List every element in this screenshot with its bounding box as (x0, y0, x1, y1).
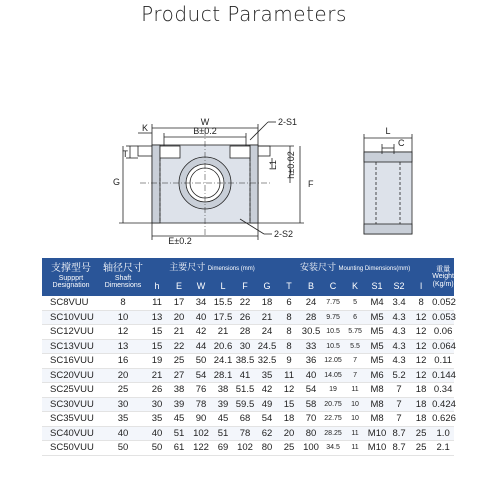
value-cell: 20.6 (213, 340, 233, 352)
value-cell: 11 (344, 441, 366, 456)
value-cell: 11 (344, 383, 366, 398)
value-cell: 27 (168, 368, 190, 383)
value-cell: 42 (190, 325, 212, 340)
value-cell: 14.05 (322, 368, 344, 383)
value-cell: 7 (344, 354, 366, 369)
value-cell: 10 (344, 412, 366, 427)
value-cell: 21 (256, 310, 278, 325)
column-header-g: G (256, 278, 278, 296)
value-cell: 8 (278, 310, 300, 325)
value-cell: M8 (366, 383, 388, 398)
model-cell: SC16VUU (42, 354, 100, 369)
value-cell: 0.626 (432, 413, 456, 425)
value-cell: 20.75 (322, 397, 344, 412)
value-cell: 80 (300, 426, 322, 441)
header-mounting-dimensions: 安装尺寸 Mounting Dimensions(mm) (278, 258, 432, 278)
value-cell: 19 (322, 383, 344, 398)
dim-c-label: C (398, 138, 405, 148)
value-cell: 28.25 (322, 426, 344, 441)
value-cell: 58 (300, 397, 322, 412)
table-row (42, 441, 454, 456)
value-cell: 18 (278, 412, 300, 427)
column-header-h: h (146, 278, 168, 296)
table-row (42, 368, 454, 383)
value-cell: 15 (146, 325, 168, 340)
value-cell: 49 (256, 397, 278, 412)
table-row (42, 383, 454, 398)
column-header-e: E (168, 278, 190, 296)
value-cell: M5 (366, 339, 388, 354)
value-cell: 24.1 (213, 355, 233, 367)
value-cell: 12 (278, 383, 300, 398)
side-view-body (364, 152, 412, 234)
value-cell: 62 (256, 426, 278, 441)
model-cell: SC30VUU (42, 397, 100, 412)
value-cell: 18 (410, 412, 432, 427)
dim-s1-label: 2-S1 (278, 117, 298, 127)
value-cell: 45 (168, 412, 190, 427)
header-model: 支撑型号 Suppprt Designation (42, 258, 100, 296)
value-cell: M8 (366, 412, 388, 427)
value-cell: 5.75 (344, 325, 366, 340)
value-cell: 100 (300, 441, 322, 456)
value-cell: 36 (300, 354, 322, 369)
value-cell: 76 (190, 383, 212, 398)
value-cell: 13 (146, 310, 168, 325)
dim-b-label: B±0.2 (193, 126, 217, 136)
value-cell: 78 (190, 397, 212, 412)
value-cell: 5 (344, 296, 366, 310)
value-cell: 50 (190, 354, 212, 369)
value-cell: 39 (168, 397, 190, 412)
value-cell: 45 (212, 412, 234, 427)
value-cell: 18 (256, 296, 278, 310)
dim-t-label: T (122, 149, 128, 159)
model-cell: SC8VUU (42, 296, 100, 310)
value-cell: 28 (300, 310, 322, 325)
column-header-l: L (212, 278, 234, 296)
value-cell: 54 (190, 368, 212, 383)
value-cell: 102 (190, 426, 212, 441)
table-row (42, 310, 454, 325)
value-cell: M8 (366, 397, 388, 412)
value-cell: 22 (234, 296, 256, 310)
value-cell: 0.144 (432, 369, 456, 381)
value-cell: 41 (234, 368, 256, 383)
column-header-s1: S1 (366, 278, 388, 296)
value-cell: 15 (278, 397, 300, 412)
value-cell: M5 (366, 325, 388, 340)
value-cell: 34 (190, 296, 212, 310)
table-row (42, 339, 454, 354)
value-cell: 54 (256, 412, 278, 427)
value-cell: 38 (168, 383, 190, 398)
value-cell: 90 (190, 412, 212, 427)
dim-s2-label: 2-S2 (274, 229, 294, 239)
value-cell: 0.053 (432, 311, 456, 323)
value-cell: 80 (256, 441, 278, 456)
value-cell: 4.3 (388, 310, 410, 325)
dim-e-label: E±0.2 (168, 236, 192, 246)
value-cell: 12 (410, 354, 432, 369)
value-cell: 8.7 (388, 426, 410, 441)
value-cell: 102 (234, 441, 256, 456)
value-cell: 16 (100, 354, 146, 369)
value-cell: 68 (234, 412, 256, 427)
value-cell: 28.1 (213, 369, 233, 381)
value-cell: M5 (366, 354, 388, 369)
technical-drawing (0, 100, 488, 256)
value-cell: 13 (100, 339, 146, 354)
value-cell: M5 (366, 310, 388, 325)
column-header-l: l (410, 278, 432, 296)
column-header-w: W (190, 278, 212, 296)
value-cell: 19 (146, 354, 168, 369)
model-cell: SC12VUU (42, 325, 100, 340)
value-cell: 30.5 (301, 326, 321, 338)
value-cell: 15.5 (213, 297, 233, 309)
value-cell: 51 (168, 426, 190, 441)
value-cell: 44 (190, 339, 212, 354)
value-cell: 32.5 (257, 355, 277, 367)
value-cell: 20 (278, 426, 300, 441)
value-cell: 25 (100, 383, 146, 398)
header-shaft: 轴径尺寸 Shaft Dimensions (100, 258, 146, 296)
value-cell: 54 (300, 383, 322, 398)
value-cell: 7 (388, 383, 410, 398)
model-cell: SC10VUU (42, 310, 100, 325)
dim-g-label: G (112, 177, 120, 187)
value-cell: 28 (234, 325, 256, 340)
dim-l1-label: L1 (268, 159, 278, 171)
value-cell: 8.7 (388, 441, 410, 456)
value-cell: 59.5 (235, 398, 255, 410)
value-cell: 26 (146, 383, 168, 398)
value-cell: 40 (300, 368, 322, 383)
value-cell: 10.5 (322, 339, 344, 354)
dim-k-label: K (141, 123, 149, 133)
value-cell: 4.3 (388, 354, 410, 369)
value-cell: 20 (168, 310, 190, 325)
value-cell: 7 (388, 397, 410, 412)
value-cell: 11 (278, 368, 300, 383)
value-cell: 2.1 (432, 441, 454, 456)
value-cell: 20 (100, 368, 146, 383)
value-cell: 70 (300, 412, 322, 427)
value-cell: 34.5 (322, 441, 344, 456)
header-main-dimensions: 主要尺寸 Dimensions (mm) (146, 258, 278, 278)
value-cell: 6 (344, 310, 366, 325)
value-cell: 7 (388, 412, 410, 427)
column-header-k: K (344, 278, 366, 296)
model-cell: SC50VUU (42, 441, 100, 456)
table-row (42, 325, 454, 340)
value-cell: 0.06 (433, 326, 453, 338)
model-cell: SC40VUU (42, 426, 100, 441)
value-cell: 35 (256, 368, 278, 383)
value-cell: 25 (410, 441, 432, 456)
value-cell: 61 (168, 441, 190, 456)
table-row (42, 426, 454, 441)
value-cell: 51 (212, 426, 234, 441)
value-cell: 30 (100, 397, 146, 412)
value-cell: 38.5 (235, 355, 255, 367)
value-cell: 10 (100, 310, 146, 325)
value-cell: 26 (234, 310, 256, 325)
value-cell: 4.3 (388, 339, 410, 354)
value-cell: 25 (278, 441, 300, 456)
value-cell: 25 (410, 426, 432, 441)
parameters-table (42, 258, 454, 456)
page-title: Product Parameters (141, 2, 347, 26)
value-cell: 0.052 (432, 297, 456, 309)
model-cell: SC13VUU (42, 339, 100, 354)
value-cell: 12 (410, 339, 432, 354)
value-cell: 8 (100, 296, 146, 310)
value-cell: 122 (190, 441, 212, 456)
table-row (42, 412, 454, 427)
value-cell: 18 (410, 397, 432, 412)
dim-l-label: L (385, 126, 391, 136)
value-cell: 22 (168, 339, 190, 354)
value-cell: 8 (410, 296, 432, 310)
value-cell: 11 (344, 426, 366, 441)
column-header-t: T (278, 278, 300, 296)
value-cell: 0.34 (433, 384, 453, 396)
value-cell: 10.5 (322, 325, 344, 340)
value-cell: 7.75 (322, 296, 344, 310)
value-cell: 17.5 (213, 311, 233, 323)
value-cell: 35 (146, 412, 168, 427)
value-cell: 11 (146, 296, 168, 310)
dim-f-label: F (308, 179, 314, 189)
value-cell: 50 (146, 441, 168, 456)
value-cell: 5.2 (388, 368, 410, 383)
value-cell: 24 (256, 325, 278, 340)
value-cell: 9 (278, 354, 300, 369)
column-header-f: F (234, 278, 256, 296)
value-cell: 40 (190, 310, 212, 325)
value-cell: 38 (212, 383, 234, 398)
model-cell: SC20VUU (42, 368, 100, 383)
value-cell: 21 (146, 368, 168, 383)
value-cell: M10 (367, 442, 387, 454)
value-cell: 0.11 (432, 354, 454, 369)
value-cell: 12.05 (322, 354, 344, 369)
value-cell: 33 (300, 339, 322, 354)
model-cell: SC25VUU (42, 383, 100, 398)
value-cell: 7 (344, 368, 366, 383)
value-cell: M4 (366, 296, 388, 310)
value-cell: 40 (146, 426, 168, 441)
value-cell: 12 (410, 310, 432, 325)
value-cell: 30 (234, 339, 256, 354)
value-cell: 0.424 (432, 398, 456, 410)
value-cell: 5.5 (344, 339, 366, 354)
column-header-c: C (322, 278, 344, 296)
value-cell: 30 (146, 397, 168, 412)
value-cell: 21 (168, 325, 190, 340)
value-cell: 12 (100, 325, 146, 340)
value-cell: 69 (212, 441, 234, 456)
value-cell: 8 (278, 339, 300, 354)
value-cell: 78 (234, 426, 256, 441)
value-cell: 50 (100, 441, 146, 456)
value-cell: 10 (344, 397, 366, 412)
value-cell: 24.5 (257, 340, 277, 352)
value-cell: 35 (100, 412, 146, 427)
value-cell: 42 (256, 383, 278, 398)
value-cell: M10 (367, 427, 387, 439)
table-row (42, 296, 454, 310)
value-cell: 21 (212, 325, 234, 340)
value-cell: 24 (300, 296, 322, 310)
value-cell: 22.75 (322, 412, 344, 427)
value-cell: 18 (410, 383, 432, 398)
value-cell: 25 (168, 354, 190, 369)
value-cell: 51.5 (235, 384, 255, 396)
column-header-s2: S2 (388, 278, 410, 296)
table-row (42, 397, 454, 412)
value-cell: 15 (146, 339, 168, 354)
value-cell: 17 (168, 296, 190, 310)
value-cell: 12 (410, 368, 432, 383)
table-row (42, 354, 454, 369)
value-cell: M6 (366, 368, 388, 383)
dim-w-label: W (200, 117, 210, 127)
value-cell: 12 (410, 325, 432, 340)
header-weight: 重量 Weight (Kg/m) (432, 258, 454, 296)
dim-h-label: h±0.02 (286, 151, 296, 179)
value-cell: 4.3 (388, 325, 410, 340)
value-cell: 0.064 (432, 340, 456, 352)
model-cell: SC35VUU (42, 412, 100, 427)
value-cell: 3.4 (388, 296, 410, 310)
value-cell: 9.75 (322, 310, 344, 325)
value-cell: 6 (278, 296, 300, 310)
value-cell: 1.0 (432, 426, 454, 441)
column-header-b: B (300, 278, 322, 296)
value-cell: 40 (100, 426, 146, 441)
value-cell: 39 (212, 397, 234, 412)
value-cell: 8 (278, 325, 300, 340)
